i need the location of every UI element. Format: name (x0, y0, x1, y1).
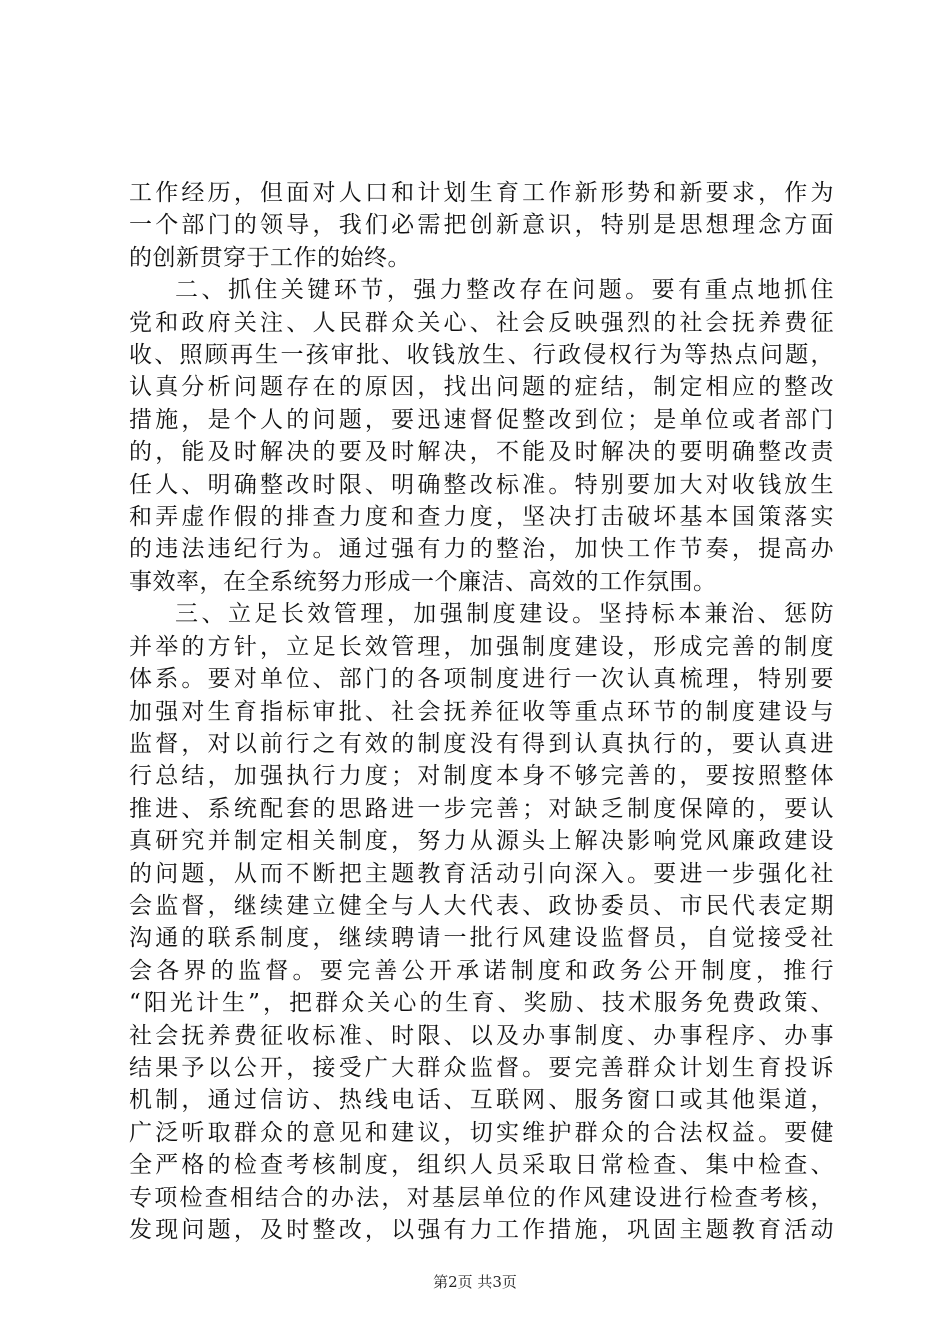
text-line: 三、立足长效管理，加强制度建设。坚持标本兼治、惩防 (175, 601, 834, 628)
text-line: 二、抓住关键环节，强力整改存在问题。要有重点地抓住 (175, 277, 834, 304)
text-line: 任人、明确整改时限、明确整改标准。特别要加大对收钱放生 (129, 471, 834, 498)
text-line: 收、照顾再生一孩审批、收钱放生、行政侵权行为等热点问题， (129, 342, 834, 369)
text-line: 的问题，从而不断把主题教育活动引向深入。要进一步强化社 (129, 860, 834, 887)
text-line: 体系。要对单位、部门的各项制度进行一次认真梳理，特别要 (129, 666, 834, 693)
text-line: 并举的方针，立足长效管理，加强制度建设，形成完善的制度 (129, 633, 834, 660)
text-line: 措施，是个人的问题，要迅速督促整改到位；是单位或者部门 (129, 406, 834, 433)
text-line: 加强对生育指标审批、社会抚养征收等重点环节的制度建设与 (129, 698, 834, 725)
text-line: 沟通的联系制度，继续聘请一批行风建设监督员，自觉接受社 (129, 925, 834, 952)
text-line: 结果予以公开，接受广大群众监督。要完善群众计划生育投诉 (129, 1054, 834, 1081)
text-line: 工作经历，但面对人口和计划生育工作新形势和新要求，作为 (129, 180, 834, 206)
text-line: 会各界的监督。要完善公开承诺制度和政务公开制度，推行 (129, 957, 834, 984)
text-line: 推进、系统配套的思路进一步完善；对缺乏制度保障的，要认 (129, 795, 834, 822)
page-footer: 第2页 共3页 (433, 1273, 517, 1291)
text-line: 发现问题，及时整改，以强有力工作措施，巩固主题教育活动 (129, 1217, 834, 1243)
text-line: 全严格的检查考核制度，组织人员采取日常检查、集中检查、 (129, 1152, 834, 1179)
text-line: 的违法违纪行为。通过强有力的整治，加快工作节奏，提高办 (129, 536, 834, 563)
document-body (129, 177, 834, 1246)
text-line: 行总结，加强执行力度；对制度本身不够完善的，要按照整体 (129, 763, 834, 790)
text-line: “阳光计生”，把群众关心的生育、奖励、技术服务免费政策、 (129, 990, 834, 1017)
text-line: 党和政府关注、人民群众关心、社会反映强烈的社会抚养费征 (129, 309, 834, 336)
text-line: 会监督，继续建立健全与人大代表、政协委员、市民代表定期 (129, 892, 834, 919)
text-line: 社会抚养费征收标准、时限、以及办事制度、办事程序、办事 (129, 1022, 834, 1049)
text-line: 监督，对以前行之有效的制度没有得到认真执行的，要认真进 (129, 730, 834, 757)
text-line: 认真分析问题存在的原因，找出问题的症结，制定相应的整改 (129, 374, 834, 401)
text-line: 的创新贯穿于工作的始终。 (129, 244, 411, 271)
text-line: 广泛听取群众的意见和建议，切实维护群众的合法权益。要健 (129, 1119, 834, 1146)
text-line: 专项检查相结合的办法，对基层单位的作风建设进行检查考核， (129, 1184, 834, 1211)
text-line: 和弄虚作假的排查力度和查力度，坚决打击破坏基本国策落实 (129, 504, 834, 531)
text-line: 真研究并制定相关制度，努力从源头上解决影响党风廉政建设 (129, 828, 834, 855)
text-line: 事效率，在全系统努力形成一个廉洁、高效的工作氛围。 (129, 568, 717, 595)
text-line: 一个部门的领导，我们必需把创新意识，特别是思想理念方面 (129, 212, 834, 239)
text-line: 机制，通过信访、热线电话、互联网、服务窗口或其他渠道， (129, 1087, 834, 1114)
text-line: 的，能及时解决的要及时解决，不能及时解决的要明确整改责 (129, 439, 834, 466)
